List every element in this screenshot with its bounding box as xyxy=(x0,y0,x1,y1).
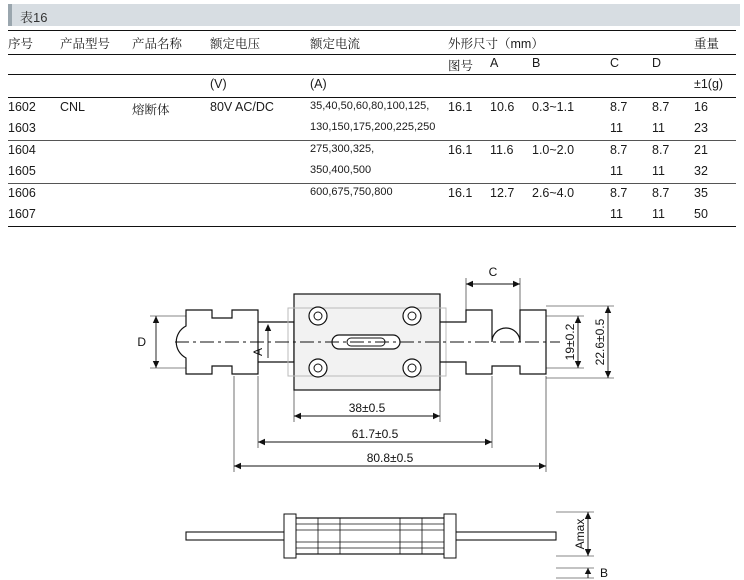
unit-blank-fig xyxy=(448,75,490,98)
cell-b: 2.6~4.0 xyxy=(532,186,575,200)
cell-name xyxy=(132,184,210,206)
cell-voltage xyxy=(210,162,310,184)
cell-name xyxy=(132,141,210,163)
cell-no: 1602 xyxy=(8,100,36,114)
cell-d: 11 xyxy=(652,164,665,178)
cell-b xyxy=(532,119,610,141)
cell-d: 8.7 xyxy=(652,143,670,157)
subheader-a: A xyxy=(490,56,499,70)
label-61-7: 61.7±0.5 xyxy=(351,427,399,441)
label-b: B xyxy=(599,566,609,580)
cell-d: 11 xyxy=(652,207,665,221)
unit-blank-model xyxy=(60,75,132,98)
cell-d: 11 xyxy=(652,121,665,135)
cell-model xyxy=(60,141,132,163)
table-subheader-row xyxy=(8,55,736,75)
subheader-c: C xyxy=(610,56,620,70)
cell-no: 1604 xyxy=(8,143,36,157)
header-no: 序号 xyxy=(8,37,34,51)
table-row xyxy=(8,162,736,184)
fuse-side-view xyxy=(186,514,556,558)
cell-model xyxy=(60,184,132,206)
header-dimensions: 外形尺寸（mm） xyxy=(448,37,544,51)
table-row xyxy=(8,141,736,163)
cell-c: 8.7 xyxy=(610,186,628,200)
cell-fig xyxy=(448,162,490,184)
cell-model xyxy=(60,205,132,227)
cell-voltage xyxy=(210,141,310,163)
header-voltage: 额定电压 xyxy=(210,37,261,51)
cell-weight: 32 xyxy=(694,164,708,178)
cell-a xyxy=(490,119,532,141)
arrow-a-indicator xyxy=(251,324,271,358)
cell-model xyxy=(60,162,132,184)
cell-voltage xyxy=(210,119,310,141)
unit-blank-no xyxy=(8,75,60,98)
cell-d: 8.7 xyxy=(652,186,670,200)
cell-c: 8.7 xyxy=(610,143,628,157)
cell-fig: 16.1 xyxy=(448,186,473,200)
table-row xyxy=(8,184,736,206)
label-22-6: 22.6±0.5 xyxy=(593,318,607,366)
header-model: 产品型号 xyxy=(60,37,111,51)
cell-fig xyxy=(448,205,490,227)
label-d: D xyxy=(137,335,146,349)
label-80-8: 80.8±0.5 xyxy=(366,451,414,465)
cell-weight: 35 xyxy=(694,186,708,200)
table-units-row xyxy=(8,75,736,98)
subheader-blank-no xyxy=(8,55,60,75)
label-a-arrow: A xyxy=(251,348,265,357)
table-header-row xyxy=(8,31,736,55)
technical-drawing xyxy=(0,250,744,580)
unit-weight: ±1(g) xyxy=(694,77,724,91)
cell-model xyxy=(60,119,132,141)
cell-c: 11 xyxy=(610,164,623,178)
label-38: 38±0.5 xyxy=(348,401,386,415)
cell-weight: 50 xyxy=(694,207,708,221)
cell-voltage xyxy=(210,184,310,206)
cell-name xyxy=(132,119,210,141)
table-row xyxy=(8,119,736,141)
cell-weight: 23 xyxy=(694,121,708,135)
header-current: 额定电流 xyxy=(310,37,361,51)
cell-current: 600,675,750,800 xyxy=(310,186,393,198)
cell-no: 1607 xyxy=(8,207,36,221)
label-c: C xyxy=(488,265,498,279)
cell-d: 8.7 xyxy=(652,100,670,114)
cell-no: 1606 xyxy=(8,186,36,200)
label-19: 19±0.2 xyxy=(563,323,577,361)
dimension-b xyxy=(556,568,594,578)
cell-a: 11.6 xyxy=(490,143,514,157)
cell-model: CNL xyxy=(60,100,86,114)
unit-blank-name xyxy=(132,75,210,98)
subheader-fig: 图号 xyxy=(448,59,474,73)
cell-current: 350,400,500 xyxy=(310,164,372,176)
table-title-label: 表16 xyxy=(20,10,48,25)
cell-no: 1603 xyxy=(8,121,36,135)
table-title-bar xyxy=(8,4,740,26)
unit-current: (A) xyxy=(310,77,327,91)
cell-fig: 16.1 xyxy=(448,143,473,157)
cell-weight: 16 xyxy=(694,100,708,114)
subheader-blank-voltage xyxy=(210,55,310,75)
cell-fig xyxy=(448,119,490,141)
table-row xyxy=(8,205,736,227)
unit-blank-b xyxy=(532,75,610,98)
cell-b: 0.3~1.1 xyxy=(532,100,575,114)
subheader-b: B xyxy=(532,56,541,70)
cell-b xyxy=(532,162,610,184)
dimension-c xyxy=(466,278,520,310)
label-amax: Amax xyxy=(573,518,587,550)
cell-no: 1605 xyxy=(8,164,36,178)
cell-name: 熔断体 xyxy=(132,103,170,117)
unit-blank-c xyxy=(610,75,652,98)
unit-blank-d xyxy=(652,75,694,98)
subheader-blank-weight xyxy=(694,55,736,75)
cell-c: 11 xyxy=(610,207,623,221)
specification-table xyxy=(8,30,736,227)
cell-c: 8.7 xyxy=(610,100,628,114)
subheader-blank-current xyxy=(310,55,448,75)
cell-voltage: 80V AC/DC xyxy=(210,100,274,114)
unit-blank-a xyxy=(490,75,532,98)
fuse-drawing-svg xyxy=(0,250,744,580)
cell-c: 11 xyxy=(610,121,623,135)
subheader-d: D xyxy=(652,56,662,70)
cell-weight: 21 xyxy=(694,143,708,157)
cell-b: 1.0~2.0 xyxy=(532,143,575,157)
cell-a xyxy=(490,205,532,227)
cell-name xyxy=(132,205,210,227)
subheader-blank-model xyxy=(60,55,132,75)
cell-a: 10.6 xyxy=(490,100,515,114)
cell-current: 130,150,175,200,225,250 xyxy=(310,121,436,133)
header-name: 产品名称 xyxy=(132,37,183,51)
cell-current: 275,300,325, xyxy=(310,143,375,155)
cell-current xyxy=(310,205,448,227)
unit-voltage: (V) xyxy=(210,77,227,91)
cell-a: 12.7 xyxy=(490,186,515,200)
cell-name xyxy=(132,162,210,184)
cell-fig: 16.1 xyxy=(448,100,473,114)
cell-voltage xyxy=(210,205,310,227)
table-row xyxy=(8,98,736,120)
cell-current: 35,40,50,60,80,100,125, xyxy=(310,100,430,112)
cell-a xyxy=(490,162,532,184)
header-weight: 重量 xyxy=(694,37,720,51)
cell-b xyxy=(532,205,610,227)
subheader-blank-name xyxy=(132,55,210,75)
